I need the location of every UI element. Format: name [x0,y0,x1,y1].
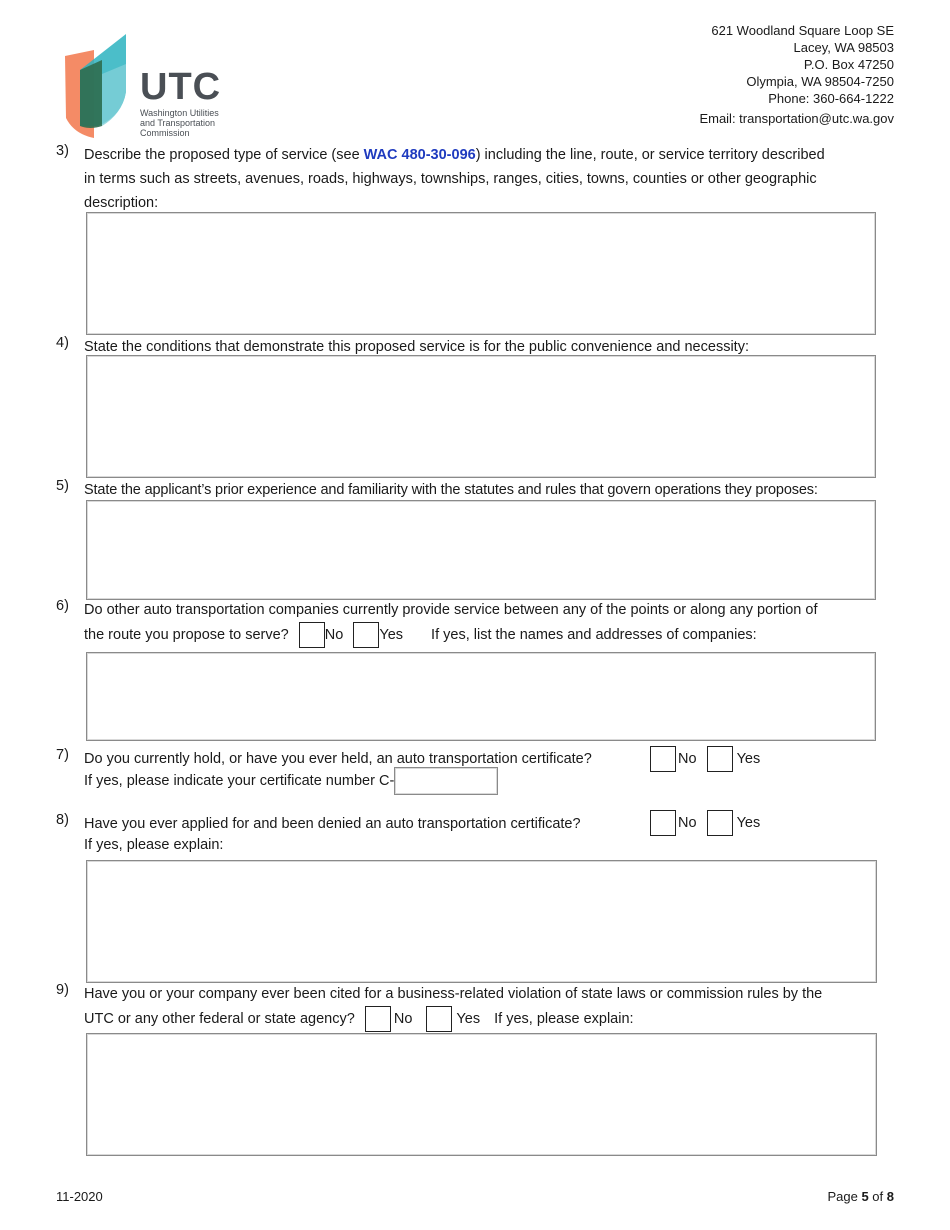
logo-subtitle [140,108,240,138]
question-7-yes-checkbox[interactable] [707,746,733,772]
wac-link[interactable]: WAC 480-30-096 [363,147,476,163]
question-7-line-2: If yes, please indicate your certificate number C- [84,773,395,789]
question-3-line-3: description: [84,195,159,211]
question-7-number: 7) [56,747,69,763]
logo-subtitle-line: Commission [140,128,190,138]
question-8-number: 8) [56,812,69,828]
form-date: 11-2020 [56,1189,103,1204]
question-8-answer-box[interactable] [86,860,877,983]
question-6-yes-checkbox[interactable] [353,622,379,648]
logo-wordmark: UTC [140,66,222,108]
question-7-no-label: No [678,751,697,767]
question-7-no-checkbox[interactable] [650,746,676,772]
logo-subtitle-line: and Transportation [140,118,216,128]
address-block [699,22,894,127]
question-6-no-checkbox[interactable] [299,622,325,648]
question-8-yes-label: Yes [736,815,761,831]
question-8-text [84,812,581,854]
question-9-yes-checkbox[interactable] [426,1006,452,1032]
question-5-answer-box[interactable] [86,500,876,600]
certificate-number-input[interactable] [394,767,498,795]
question-7-line-2-row [84,767,498,795]
question-9-no-label: No [393,1011,413,1027]
address-line: Phone: 360-664-1222 [768,91,894,106]
question-3-text-b: ) including the line, route, or service territory described [475,147,825,163]
utc-logo [62,34,232,140]
question-8-no-label: No [678,815,697,831]
question-6-text [84,598,914,648]
question-8-line-2: If yes, please explain: [84,837,224,853]
question-7-line-1: Do you currently hold, or have you ever held, an auto transportation certificate? [84,751,592,767]
email-line: Email: transportation@utc.wa.gov [699,111,894,126]
question-8-yes-checkbox[interactable] [707,810,733,836]
question-9-line-1: Have you or your company ever been cited for a business-related violation of state laws or commission rules by the [84,986,823,1002]
address-line: Olympia, WA 98504-7250 [746,74,894,89]
question-6-followup: If yes, list the names and addresses of companies: [431,627,757,643]
question-3-line-2: in terms such as streets, avenues, roads, highways, townships, ranges, cities, towns, counties or other geographic [84,171,817,187]
question-6-yes-label: Yes [379,627,404,643]
question-6-line-2: the route you propose to serve? [84,627,289,643]
page-of: of [868,1189,887,1204]
address-line: Lacey, WA 98503 [793,40,894,55]
question-3-number: 3) [56,143,69,159]
question-6-no-label: No [324,627,344,643]
question-7-options [650,746,760,772]
question-7-yes-label: Yes [736,751,761,767]
question-9-yes-label: Yes [456,1011,481,1027]
question-6-line-1: Do other auto transportation companies currently provide service between any of the points or along any portion of [84,602,818,618]
question-3-text [84,143,904,215]
question-8-options [650,810,760,836]
question-4-text: State the conditions that demonstrate this proposed service is for the public convenience and necessity: [84,339,749,355]
question-6-answer-box[interactable] [86,652,876,741]
page-current: 5 [861,1189,869,1204]
question-9-number: 9) [56,982,69,998]
question-9-followup: If yes, please explain: [494,1011,634,1027]
question-4-answer-box[interactable] [86,355,876,478]
question-8-no-checkbox[interactable] [650,810,676,836]
page-prefix: Page [827,1189,862,1204]
logo-subtitle-line: Washington Utilities [140,108,219,118]
question-3-text-a: Describe the proposed type of service (see [84,147,364,163]
address-line: 621 Woodland Square Loop SE [711,23,894,38]
question-9-line-2: UTC or any other federal or state agency? [84,1011,355,1027]
question-9-text [84,982,914,1032]
question-6-number: 6) [56,598,69,614]
question-9-no-checkbox[interactable] [365,1006,391,1032]
question-3-answer-box[interactable] [86,212,876,335]
question-9-answer-box[interactable] [86,1033,877,1156]
question-8-line-1: Have you ever applied for and been denied an auto transportation certificate? [84,816,581,832]
question-5-text: State the applicant’s prior experience and familiarity with the statutes and rules that govern operations they proposes: [84,482,818,498]
page-total: 8 [886,1189,894,1204]
question-5-number: 5) [56,478,69,494]
question-4-number: 4) [56,335,69,351]
address-line: P.O. Box 47250 [803,57,894,72]
page-number [827,1189,894,1204]
utc-logo-mark-icon [62,34,132,140]
